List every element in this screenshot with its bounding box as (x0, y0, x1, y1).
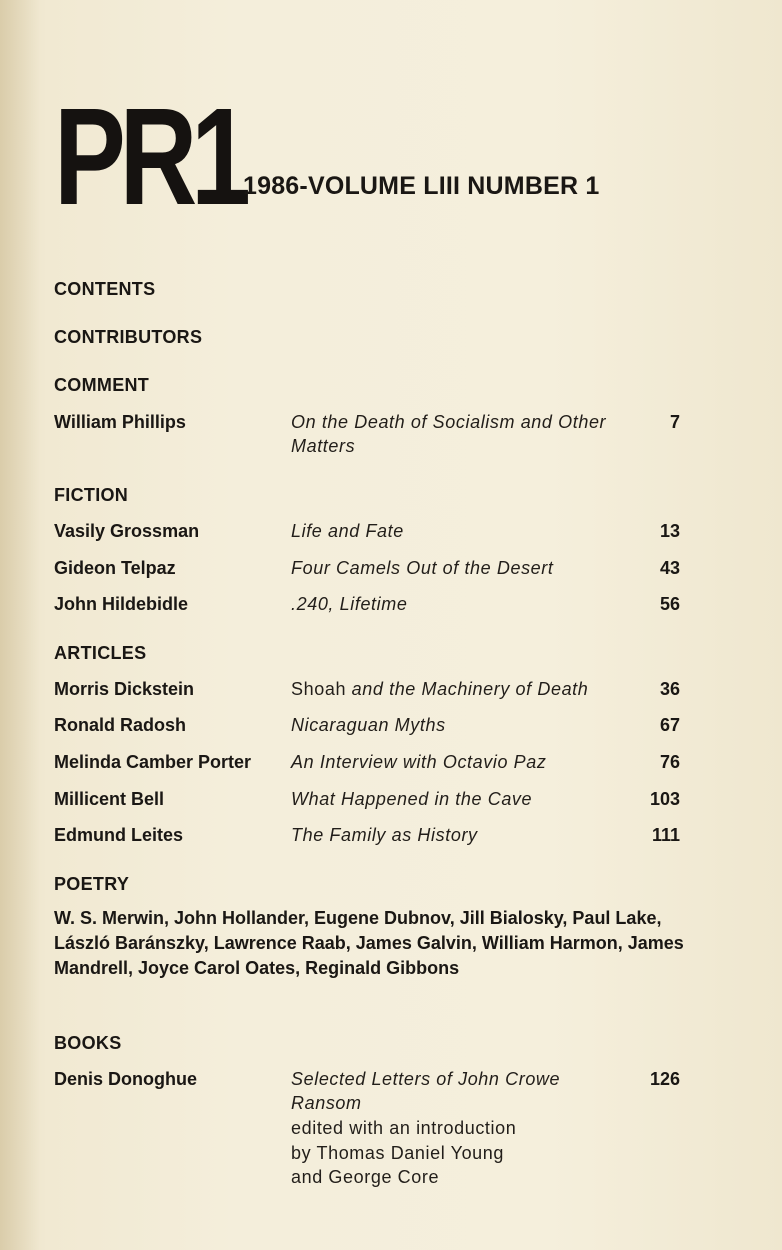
section-comment: COMMENT (54, 375, 150, 395)
entry-page: 43 (659, 558, 680, 578)
entry-author: Melinda Camber Porter (54, 752, 252, 772)
entry-title: Selected Letters of John Crowe Ransom (291, 1069, 561, 1113)
entry-page: 103 (649, 789, 680, 809)
entry-title: On the Death of Socialism and Other Matters (291, 412, 607, 456)
entry-title (291, 677, 621, 701)
page-shadow (0, 0, 40, 1250)
section-contents: CONTENTS (54, 279, 156, 299)
entry-page: 13 (659, 521, 680, 541)
section-poetry: POETRY (54, 874, 130, 894)
book-editor-note: edited with an introduction by Thomas Daniel Young and George Core (291, 1118, 517, 1187)
entry-author: Gideon Telpaz (54, 558, 176, 578)
entry-author: Denis Donoghue (54, 1069, 197, 1089)
journal-logo: PR1 (54, 80, 245, 234)
entry-title: The Family as History (291, 825, 478, 845)
entry-title: .240, Lifetime (291, 594, 408, 614)
entry-page: 7 (669, 412, 680, 432)
entry-page: 36 (659, 679, 680, 699)
section-contributors: CONTRIBUTORS (54, 327, 203, 347)
section-articles: ARTICLES (54, 643, 147, 663)
entry-title: Nicaraguan Myths (291, 715, 446, 735)
entry-author: Vasily Grossman (54, 521, 200, 541)
entry-author: Ronald Radosh (54, 715, 187, 735)
entry-author: John Hildebidle (54, 594, 189, 614)
issue-line: 1986-VOLUME LIII NUMBER 1 (243, 172, 600, 200)
poetry-contributors: W. S. Merwin, John Hollander, Eugene Dubnov, Jill Bialosky, Paul Lake, László Baránszky, Lawrence Raab, James Galvin, William Harmon, James Mandrell, Joyce Carol Oates, Reginald Gibbons (54, 908, 684, 978)
entry-page: 126 (649, 1069, 680, 1089)
entry-title: An Interview with Octavio Paz (291, 752, 547, 772)
entry-author: Millicent Bell (54, 789, 165, 809)
entry-page: 76 (659, 752, 680, 772)
entry-page: 67 (659, 715, 680, 735)
entry-author: Edmund Leites (54, 825, 184, 845)
entry-author: William Phillips (54, 412, 186, 432)
entry-title: What Happened in the Cave (291, 789, 533, 809)
entry-title: Four Camels Out of the Desert (291, 558, 554, 578)
entry-title-roman: Shoah (291, 679, 347, 699)
section-fiction: FICTION (54, 485, 129, 505)
entry-title-italic: and the Machinery of Death (346, 679, 589, 699)
entry-page: 56 (659, 594, 680, 614)
entry-title: Life and Fate (291, 521, 404, 541)
entry-page: 111 (651, 825, 680, 845)
section-books: BOOKS (54, 1033, 122, 1053)
entry-author: Morris Dickstein (54, 679, 195, 699)
